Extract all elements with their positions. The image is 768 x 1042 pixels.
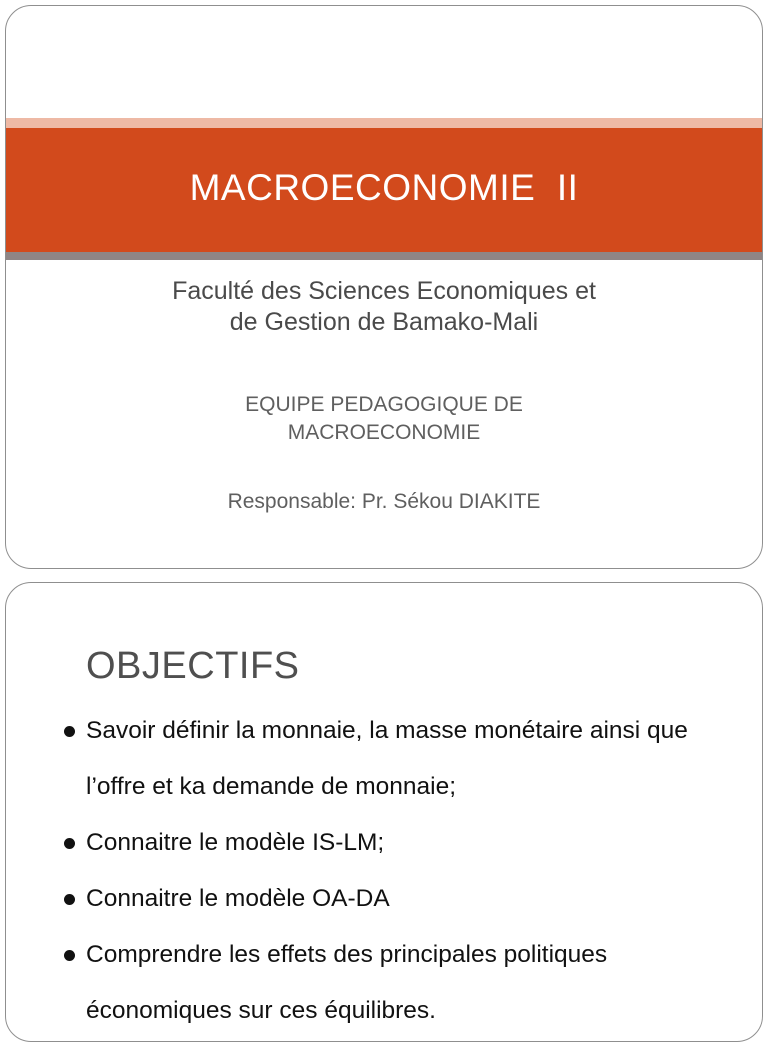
objectives-list [64, 703, 732, 1039]
list-item [64, 703, 732, 815]
team-line-2: MACROECONOMIE [287, 421, 481, 444]
slide-title: MACROECONOMIE II [189, 167, 579, 208]
title-band [6, 128, 762, 252]
bullet-icon [64, 838, 75, 849]
list-item-text: Savoir définir la monnaie, la masse monétaire ainsi que l’offre et ka demande de monnaie; [86, 717, 688, 800]
title-slide [5, 5, 763, 569]
list-item-text: Connaitre le modèle OA-DA [86, 885, 390, 912]
bullet-icon [64, 726, 75, 737]
title-band-top-stripe [6, 118, 762, 128]
list-item [64, 871, 732, 927]
title-band-bottom-stripe [6, 252, 762, 260]
list-item-text: Connaitre le modèle IS-LM; [86, 829, 385, 856]
bullet-icon [64, 950, 75, 961]
objectives-title: OBJECTIFS [86, 645, 300, 687]
objectives-slide [5, 582, 763, 1042]
list-item [64, 815, 732, 871]
list-item [64, 927, 732, 1039]
team-line-1: EQUIPE PEDAGOGIQUE DE [245, 393, 523, 416]
faculty-subtitle [6, 276, 762, 338]
bullet-icon [64, 894, 75, 905]
responsible-person: Responsable: Pr. Sékou DIAKITE [227, 490, 541, 513]
list-item-text: Comprendre les effets des principales politiques économiques sur ces équilibres. [86, 941, 608, 1024]
faculty-line-1: Faculté des Sciences Economiques et [172, 277, 596, 305]
team-label [6, 391, 762, 447]
faculty-line-2: de Gestion de Bamako-Mali [229, 308, 539, 336]
